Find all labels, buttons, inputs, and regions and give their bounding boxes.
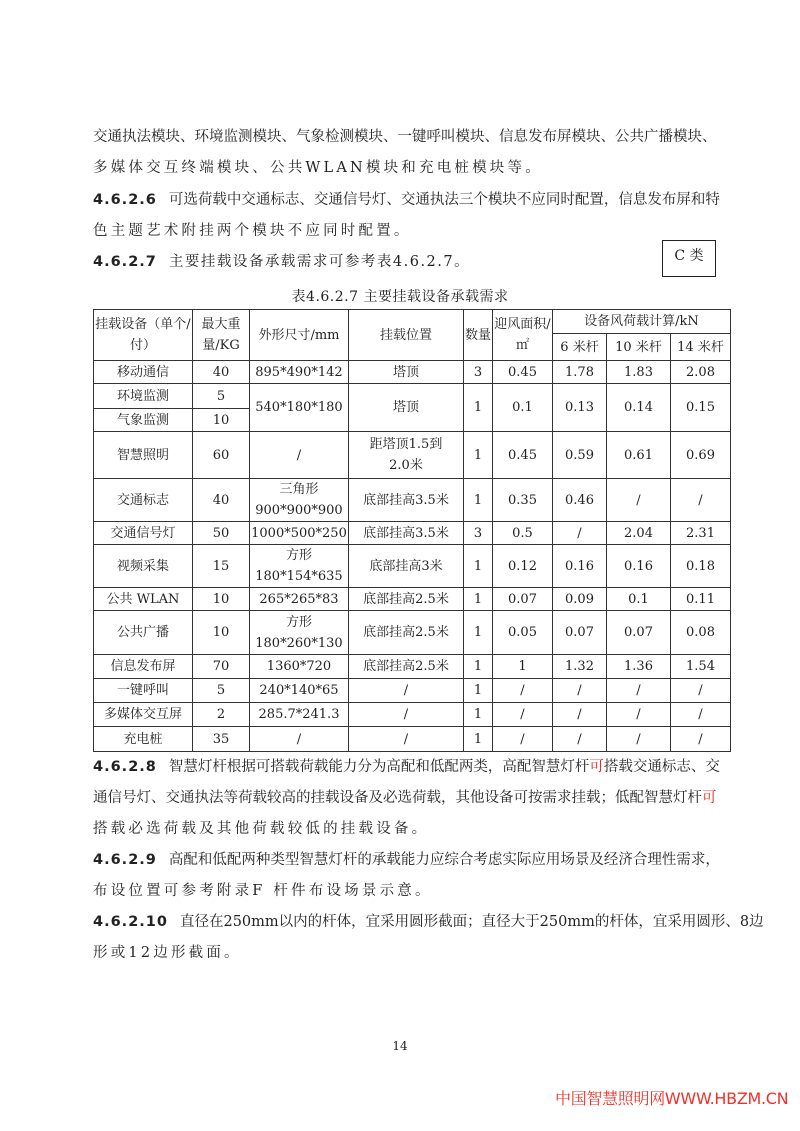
cell-weight: 60 — [193, 432, 250, 479]
table-row — [94, 384, 731, 409]
clause-number: 4.6.2.8 — [93, 759, 157, 775]
cell-position: 塔顶 — [349, 361, 464, 384]
cell-qty: 3 — [464, 522, 493, 545]
clause-4-6-2-8-line-3: 搭载必选荷载及其他荷载较低的挂载设备。 — [93, 821, 430, 837]
clause-text: 智慧灯杆根据可搭载荷载能力分为高配和低配两类，高配智慧灯杆 — [168, 759, 590, 775]
clause-text: 主要挂载设备承载需求可参考表4.6.2.7。 — [168, 254, 471, 270]
clause-4-6-2-10-line-1 — [93, 912, 764, 932]
cell-size: 265*265*83 — [250, 588, 349, 611]
cell-size: 三角形 900*900*900 — [250, 479, 349, 522]
cell-load6: 1.32 — [553, 655, 607, 679]
cell-weight: 10 — [193, 611, 250, 655]
cell-size: 895*490*142 — [250, 361, 349, 384]
cell-device: 气象监测 — [94, 409, 193, 432]
header-position: 挂载位置 — [349, 310, 464, 361]
clause-4-6-2-8-line-2 — [93, 788, 717, 808]
cell-qty: 1 — [464, 727, 493, 752]
cell-load10: 1.83 — [607, 361, 671, 384]
cell-load10: / — [607, 679, 671, 703]
cell-load10: / — [607, 727, 671, 752]
watermark: 中国智慧照明网WWW.HBZM.CN — [555, 1089, 789, 1108]
cell-load14: / — [671, 479, 731, 522]
cell-position: 底部挂高2.5米 — [349, 655, 464, 679]
cell-load14: / — [671, 703, 731, 727]
cell-area: 0.12 — [493, 545, 553, 588]
cell-load10: 0.14 — [607, 384, 671, 432]
cell-device: 充电桩 — [94, 727, 193, 752]
cell-area: / — [493, 727, 553, 752]
cell-load6: 0.09 — [553, 588, 607, 611]
header-weight: 最大重量/KG — [193, 310, 250, 361]
cell-area: 0.45 — [493, 361, 553, 384]
cell-weight: 70 — [193, 655, 250, 679]
cell-load14: 0.18 — [671, 545, 731, 588]
clause-4-6-2-7 — [93, 252, 470, 272]
cell-position: 底部挂高2.5米 — [349, 611, 464, 655]
cell-load6: 0.07 — [553, 611, 607, 655]
table-row — [94, 479, 731, 522]
cell-load6: 0.16 — [553, 545, 607, 588]
cell-position: 底部挂高3.5米 — [349, 522, 464, 545]
cell-area: 0.07 — [493, 588, 553, 611]
header-load-10m: 10 米杆 — [607, 334, 671, 361]
cell-load10: / — [607, 479, 671, 522]
clause-4-6-2-8-line-1 — [93, 757, 720, 777]
highlighted-text: 可 — [702, 790, 717, 806]
equipment-load-table — [93, 309, 731, 752]
cell-load14: 0.11 — [671, 588, 731, 611]
cell-size: 240*140*65 — [250, 679, 349, 703]
header-wind-load: 设备风荷载计算/kN — [553, 310, 731, 334]
cell-load14: 2.08 — [671, 361, 731, 384]
cell-position: 底部挂高3米 — [349, 545, 464, 588]
cell-load6: 0.46 — [553, 479, 607, 522]
cell-weight: 10 — [193, 588, 250, 611]
clause-number: 4.6.2.10 — [93, 914, 168, 930]
table-row — [94, 703, 731, 727]
page-number: 14 — [392, 1039, 408, 1053]
cell-position: 塔顶 — [349, 384, 464, 432]
cell-size: 540*180*180 — [250, 384, 349, 432]
cell-load6: / — [553, 522, 607, 545]
cell-load14: 1.54 — [671, 655, 731, 679]
cell-load14: 2.31 — [671, 522, 731, 545]
clause-text: 直径在250mm以内的杆体，宜采用圆形截面；直径大于250mm的杆体，宜采用圆形、8边 — [179, 914, 764, 930]
table-row — [94, 432, 731, 479]
cell-position: 底部挂高3.5米 — [349, 479, 464, 522]
cell-weight: 40 — [193, 479, 250, 522]
cell-weight: 40 — [193, 361, 250, 384]
cell-weight: 35 — [193, 727, 250, 752]
cell-load6: 1.78 — [553, 361, 607, 384]
cell-load6: 0.13 — [553, 384, 607, 432]
cell-load14: 0.08 — [671, 611, 731, 655]
clause-4-6-2-6-line-1 — [93, 190, 720, 210]
cell-size: 1360*720 — [250, 655, 349, 679]
cell-weight: 50 — [193, 522, 250, 545]
cell-size: 方形 180*154*635 — [250, 545, 349, 588]
cell-qty: 3 — [464, 361, 493, 384]
cell-area: / — [493, 703, 553, 727]
header-area: 迎风面积/㎡ — [493, 310, 553, 361]
table-row — [94, 611, 731, 655]
header-device: 挂载设备（单个/付） — [94, 310, 193, 361]
header-qty: 数量 — [464, 310, 493, 361]
cell-size: / — [250, 727, 349, 752]
cell-device: 一键呼叫 — [94, 679, 193, 703]
clause-number: 4.6.2.6 — [93, 192, 157, 208]
cell-device: 公共 WLAN — [94, 588, 193, 611]
clause-text: 通信号灯、交通执法等荷载较高的挂载设备及必选荷载，其他设备可按需求挂载；低配智慧灯杆 — [93, 790, 702, 806]
clause-4-6-2-9-line-2: 布设位置可参考附录F 杆件布设场景示意。 — [93, 883, 433, 899]
class-label-box: C 类 — [662, 240, 716, 277]
cell-position: / — [349, 703, 464, 727]
cell-size: 方形 180*260*130 — [250, 611, 349, 655]
cell-qty: 1 — [464, 655, 493, 679]
cell-area: 0.5 — [493, 522, 553, 545]
cell-qty: 1 — [464, 545, 493, 588]
intro-line-1: 交通执法模块、环境监测模块、气象检测模块、一键呼叫模块、信息发布屏模块、公共广播模块、 — [93, 129, 717, 145]
cell-qty: 1 — [464, 703, 493, 727]
intro-line-2: 多媒体交互终端模块、公共WLAN模块和充电桩模块等。 — [93, 160, 543, 176]
cell-qty: 1 — [464, 432, 493, 479]
cell-area: 0.35 — [493, 479, 553, 522]
cell-qty: 1 — [464, 611, 493, 655]
table-row — [94, 655, 731, 679]
cell-qty: 1 — [464, 479, 493, 522]
cell-position: 距塔顶1.5到 2.0米 — [349, 432, 464, 479]
header-load-6m: 6 米杆 — [553, 334, 607, 361]
clause-text: 高配和低配两种类型智慧灯杆的承载能力应综合考虑实际应用场景及经济合理性需求， — [168, 852, 720, 868]
table-caption: 表4.6.2.7 主要挂载设备承载需求 — [291, 289, 509, 305]
cell-load6: 0.59 — [553, 432, 607, 479]
cell-weight: 15 — [193, 545, 250, 588]
cell-weight: 2 — [193, 703, 250, 727]
cell-load10: 0.07 — [607, 611, 671, 655]
clause-text: 可选荷载中交通标志、交通信号灯、交通执法三个模块不应同时配置，信息发布屏和特 — [168, 192, 720, 208]
cell-area: 0.1 — [493, 384, 553, 432]
clause-text: 搭载交通标志、交 — [603, 759, 720, 775]
cell-area: 0.05 — [493, 611, 553, 655]
cell-size: 285.7*241.3 — [250, 703, 349, 727]
cell-load14: 0.15 — [671, 384, 731, 432]
cell-load10: / — [607, 703, 671, 727]
header-size: 外形尺寸/mm — [250, 310, 349, 361]
cell-device: 移动通信 — [94, 361, 193, 384]
table-row — [94, 727, 731, 752]
cell-weight: 5 — [193, 679, 250, 703]
clause-4-6-2-6-line-2: 色主题艺术附挂两个模块不应同时配置。 — [93, 223, 412, 239]
cell-load10: 1.36 — [607, 655, 671, 679]
cell-load10: 0.16 — [607, 545, 671, 588]
clause-4-6-2-9-line-1 — [93, 850, 720, 870]
cell-device: 视频采集 — [94, 545, 193, 588]
cell-size: / — [250, 432, 349, 479]
cell-device: 公共广播 — [94, 611, 193, 655]
cell-weight: 10 — [193, 409, 250, 432]
table-row — [94, 588, 731, 611]
cell-size: 1000*500*250 — [250, 522, 349, 545]
clause-number: 4.6.2.7 — [93, 254, 157, 270]
cell-device: 多媒体交互屏 — [94, 703, 193, 727]
cell-position: / — [349, 727, 464, 752]
cell-device: 环境监测 — [94, 384, 193, 409]
cell-area: / — [493, 679, 553, 703]
cell-device: 交通信号灯 — [94, 522, 193, 545]
table-body — [94, 361, 731, 752]
cell-device: 交通标志 — [94, 479, 193, 522]
cell-load14: 0.69 — [671, 432, 731, 479]
clause-4-6-2-10-line-2: 形或12边形截面。 — [93, 945, 242, 961]
table-row — [94, 361, 731, 384]
cell-area: 0.45 — [493, 432, 553, 479]
cell-load6: / — [553, 727, 607, 752]
cell-load10: 2.04 — [607, 522, 671, 545]
cell-load14: / — [671, 727, 731, 752]
cell-qty: 1 — [464, 588, 493, 611]
table-row — [94, 679, 731, 703]
cell-area: 1 — [493, 655, 553, 679]
clause-number: 4.6.2.9 — [93, 852, 157, 868]
table-row — [94, 522, 731, 545]
highlighted-text: 可 — [589, 759, 604, 775]
cell-load6: / — [553, 679, 607, 703]
cell-device: 智慧照明 — [94, 432, 193, 479]
cell-position: 底部挂高2.5米 — [349, 588, 464, 611]
cell-load14: / — [671, 679, 731, 703]
cell-load10: 0.61 — [607, 432, 671, 479]
cell-qty: 1 — [464, 384, 493, 432]
cell-load10: 0.1 — [607, 588, 671, 611]
cell-position: / — [349, 679, 464, 703]
cell-qty: 1 — [464, 679, 493, 703]
cell-device: 信息发布屏 — [94, 655, 193, 679]
header-load-14m: 14 米杆 — [671, 334, 731, 361]
table-row — [94, 545, 731, 588]
cell-load6: / — [553, 703, 607, 727]
cell-weight: 5 — [193, 384, 250, 409]
